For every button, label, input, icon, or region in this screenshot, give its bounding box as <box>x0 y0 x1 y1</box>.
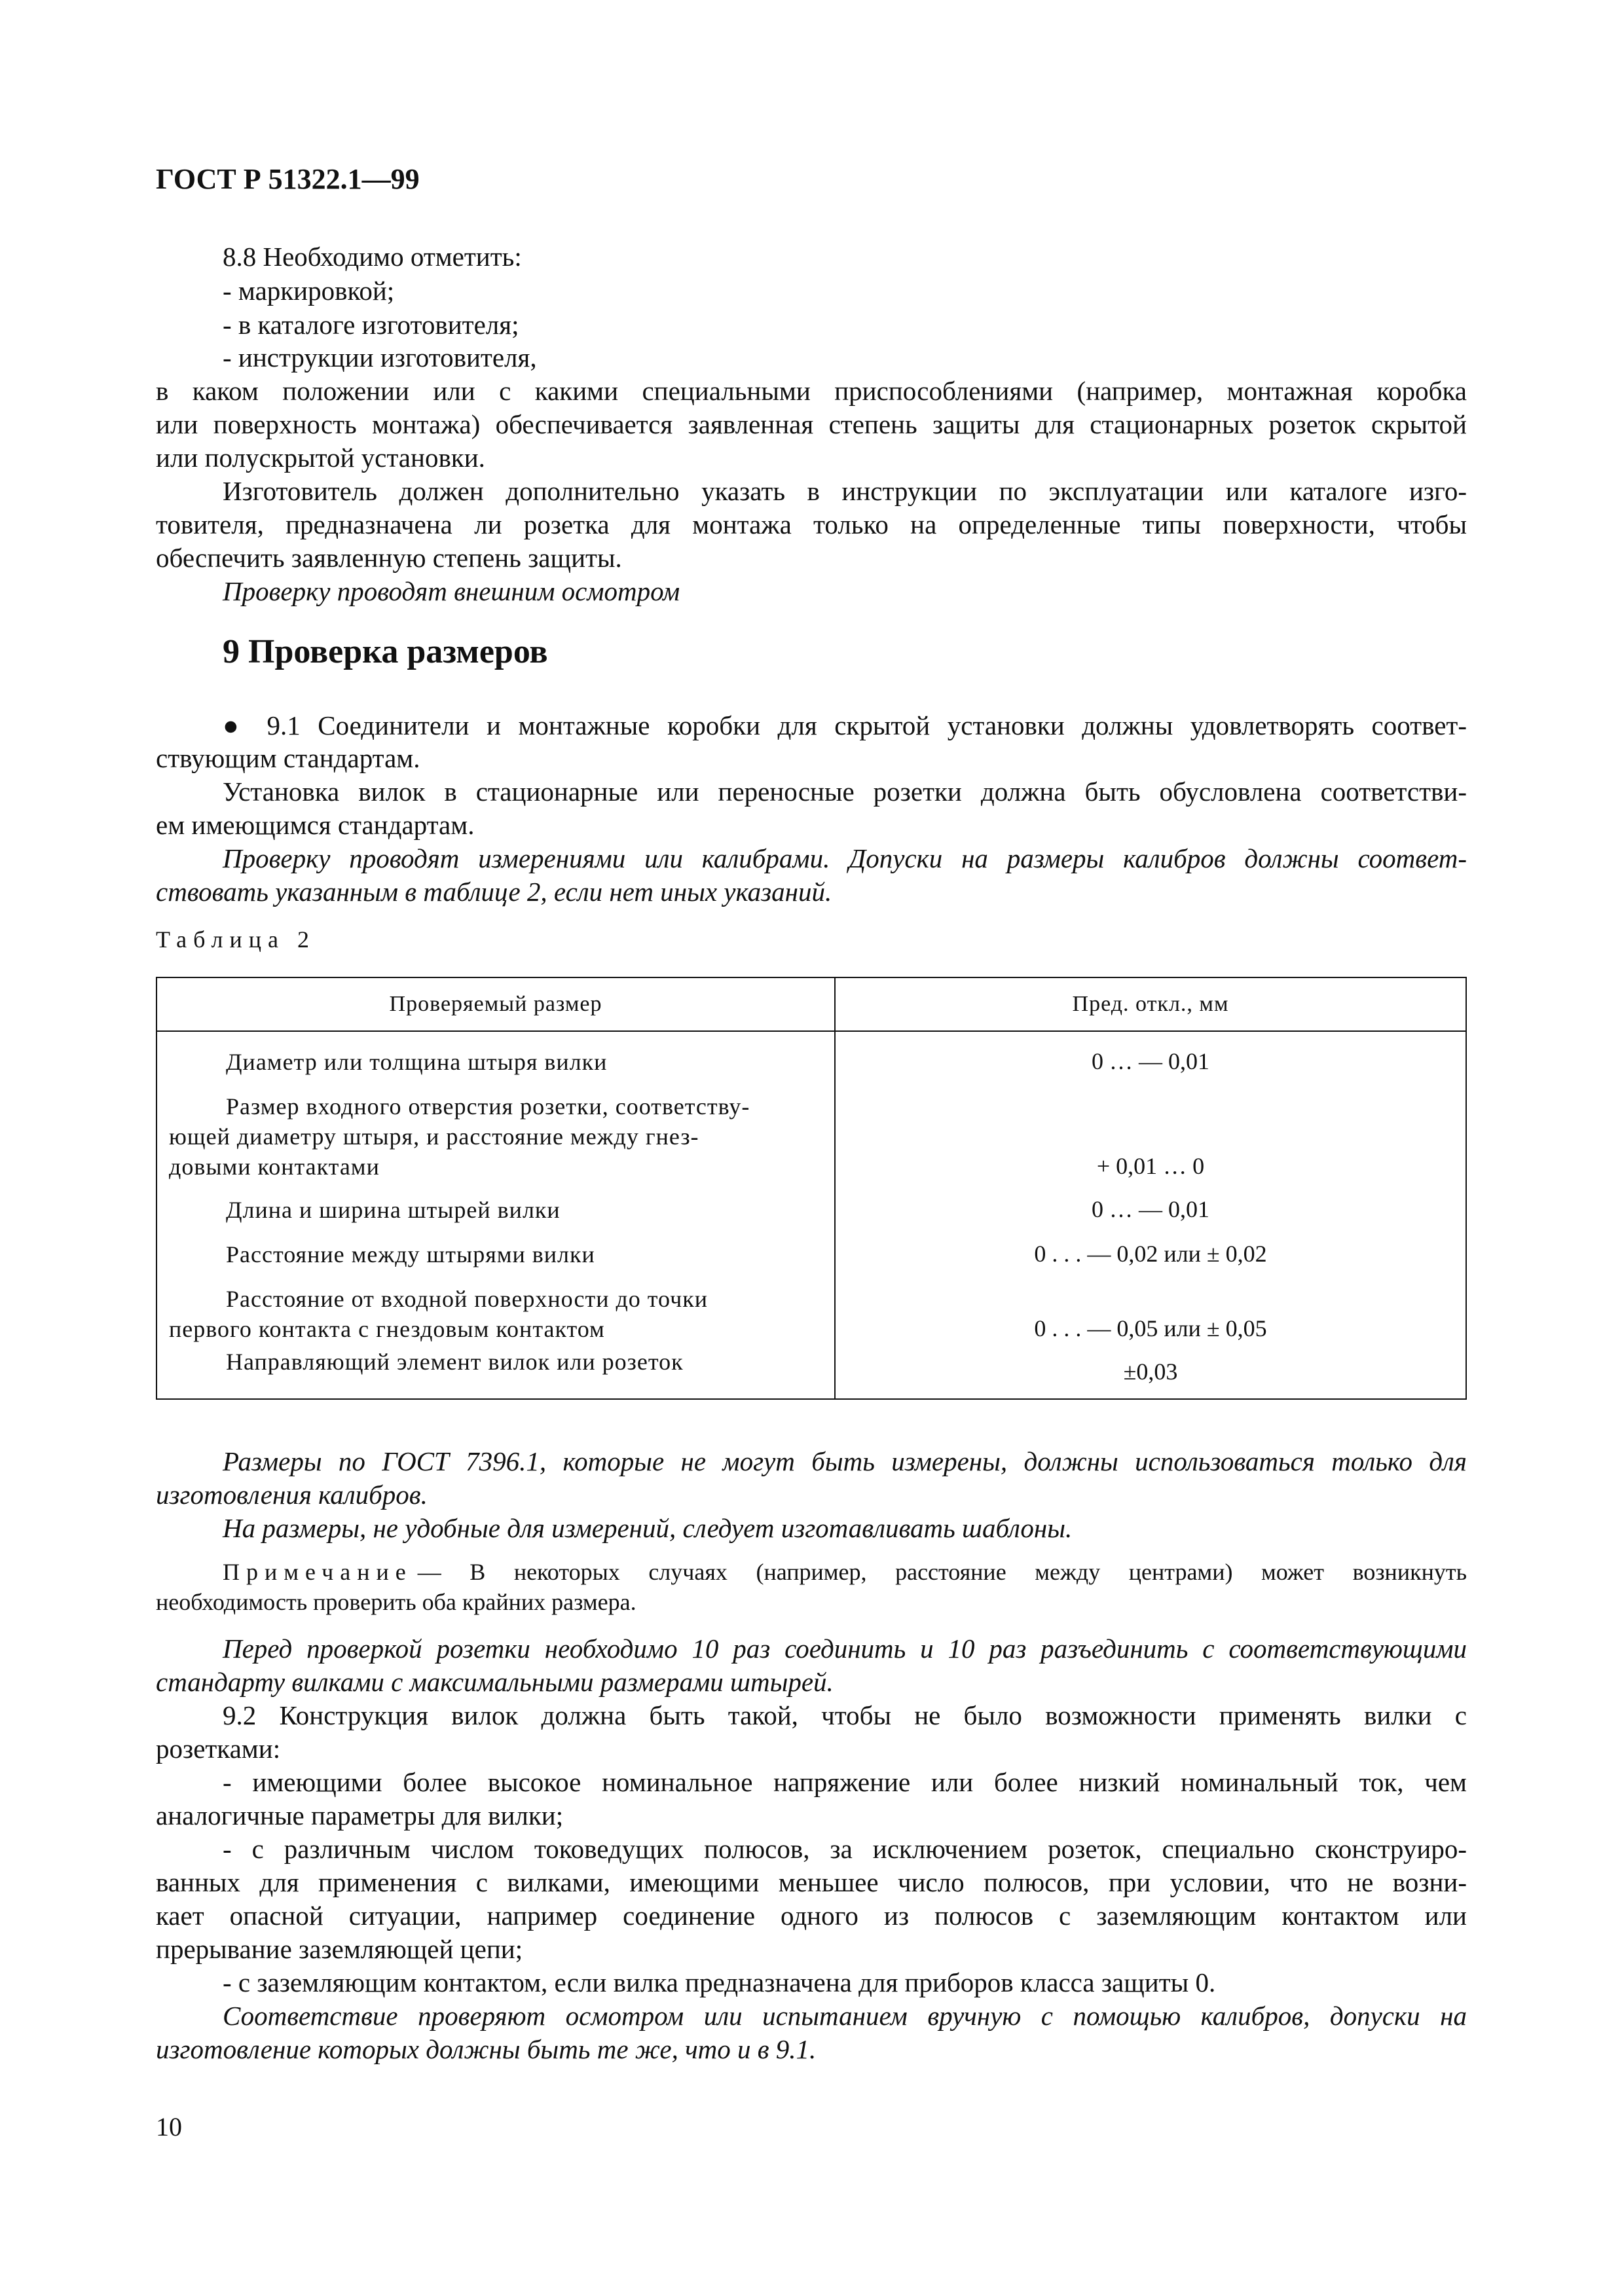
size-cell: довыми контактами <box>169 1154 380 1180</box>
verification-note: Перед проверкой розетки необходимо 10 раз соединить и 10 раз разъединить с соответствующими <box>223 1633 1467 1664</box>
text-line: ствующим стандартам. <box>156 743 420 773</box>
text-line: или поверхность монтажа) обеспечивается заявленная степень защиты для стационарных розеток скрытой <box>156 409 1467 439</box>
size-cell: первого контакта с гнездовым контактом <box>169 1316 605 1342</box>
table-row <box>157 1269 1466 1344</box>
size-cell: Длина и ширина штырей вилки <box>226 1197 561 1223</box>
tolerance-table <box>156 977 1467 1400</box>
verification-note: На размеры, не удобные для измерений, следует изготавливать шаблоны. <box>223 1513 1073 1543</box>
size-cell: Расстояние между штырями вилки <box>226 1241 595 1267</box>
tolerance-cell: 0 … — 0,01 <box>835 1031 1466 1077</box>
text-line: розетками: <box>156 1734 281 1764</box>
text-line: товителя, предназначена ли розетка для монтажа только на определенные типы поверхности, чтобы <box>156 509 1467 539</box>
text-line: Установка вилок в стационарные или переносные розетки должна быть обусловлена соответстви- <box>223 776 1467 807</box>
tolerance-cell: 0 … — 0,01 <box>835 1182 1466 1225</box>
verification-note: Проверку проводят внешним осмотром <box>223 576 680 606</box>
text-line: аналогичные параметры для вилки; <box>156 1800 564 1831</box>
table-row <box>157 1182 1466 1225</box>
verification-note: Проверку проводят измерениями или калибрами. Допуски на размеры калибров должны соответ- <box>223 843 1467 873</box>
section-heading: 9 Проверка размеров <box>223 633 548 670</box>
list-item: - с заземляющим контактом, если вилка предназначена для приборов класса защиты 0. <box>223 1967 1216 1997</box>
tolerance-cell: 0 . . . — 0,05 или ± 0,05 <box>835 1269 1466 1344</box>
list-item: - маркировкой; <box>223 276 395 306</box>
note-text: — В некоторых случаях (например, расстояние между центрами) может возникнуть <box>417 1559 1467 1585</box>
note-label: Примечание <box>223 1559 413 1585</box>
size-cell: Направляющий элемент вилок или розеток <box>226 1349 684 1375</box>
table-row <box>157 1077 1466 1182</box>
table-row <box>157 1031 1466 1077</box>
list-item: - с различным числом токоведущих полюсов, за исключением розеток, специально сконструиро- <box>223 1834 1467 1864</box>
text-line: ем имеющимся стандартам. <box>156 810 475 840</box>
size-cell: Диаметр или толщина штыря вилки <box>226 1049 608 1075</box>
verification-note: изготовления калибров. <box>156 1480 428 1510</box>
para-8-8: 8.8 Необходимо отметить: <box>223 242 522 272</box>
column-header: Пред. откл., мм <box>835 977 1466 1031</box>
table-row <box>157 1344 1466 1399</box>
page-number: 10 <box>156 2112 182 2141</box>
list-item: - имеющими более высокое номинальное напряжение или более низкий номинальный ток, чем <box>223 1767 1467 1797</box>
document-code: ГОСТ Р 51322.1—99 <box>156 163 420 195</box>
verification-note: ствовать указанным в таблице 2, если нет иных указаний. <box>156 877 832 907</box>
verification-note: изготовление которых должны быть те же, что и в 9.1. <box>156 2034 817 2064</box>
verification-note: Соответствие проверяют осмотром или испытанием вручную с помощью калибров, допуски на <box>223 2001 1467 2031</box>
verification-note: стандарту вилками с максимальными размерами штырей. <box>156 1667 834 1697</box>
text-line: или полускрытой установки. <box>156 443 485 473</box>
text-line: прерывание заземляющей цепи; <box>156 1934 523 1964</box>
text-line: в каком положении или с какими специальными приспособлениями (например, монтажная коробка <box>156 376 1467 406</box>
para-9-1: ● 9.1 Соединители и монтажные коробки для скрытой установки должны удовлетворять соответ- <box>223 710 1467 740</box>
text-line: обеспечить заявленную степень защиты. <box>156 543 622 573</box>
para-9-2: 9.2 Конструкция вилок должна быть такой, чтобы не было возможности применять вилки с <box>223 1700 1467 1730</box>
table-caption: Таблица 2 <box>156 926 316 953</box>
text-line: Изготовитель должен дополнительно указать в инструкции по эксплуатации или каталоге изго- <box>223 476 1467 506</box>
size-cell: Расстояние от входной поверхности до точки <box>226 1286 708 1312</box>
column-header: Проверяемый размер <box>157 977 835 1031</box>
tolerance-cell: + 0,01 … 0 <box>835 1077 1466 1182</box>
size-cell: ющей диаметру штыря, и расстояние между гнез- <box>169 1123 699 1150</box>
list-item: - инструкции изготовителя, <box>223 342 537 373</box>
text-line: ванных для применения с вилками, имеющими меньшее число полюсов, при условии, что не возни- <box>156 1867 1467 1897</box>
size-cell: Размер входного отверстия розетки, соответству- <box>226 1093 750 1120</box>
text-line: кает опасной ситуации, например соединение одного из полюсов с заземляющим контактом или <box>156 1901 1467 1931</box>
tolerance-cell: ±0,03 <box>835 1344 1466 1399</box>
note <box>223 1557 1467 1587</box>
list-item: - в каталоге изготовителя; <box>223 310 519 340</box>
table-row <box>157 1225 1466 1269</box>
note-text: необходимость проверить оба крайних размера. <box>156 1589 636 1615</box>
verification-note: Размеры по ГОСТ 7396.1, которые не могут быть измерены, должны использоваться только для <box>223 1446 1467 1476</box>
tolerance-cell: 0 . . . — 0,02 или ± 0,02 <box>835 1225 1466 1269</box>
